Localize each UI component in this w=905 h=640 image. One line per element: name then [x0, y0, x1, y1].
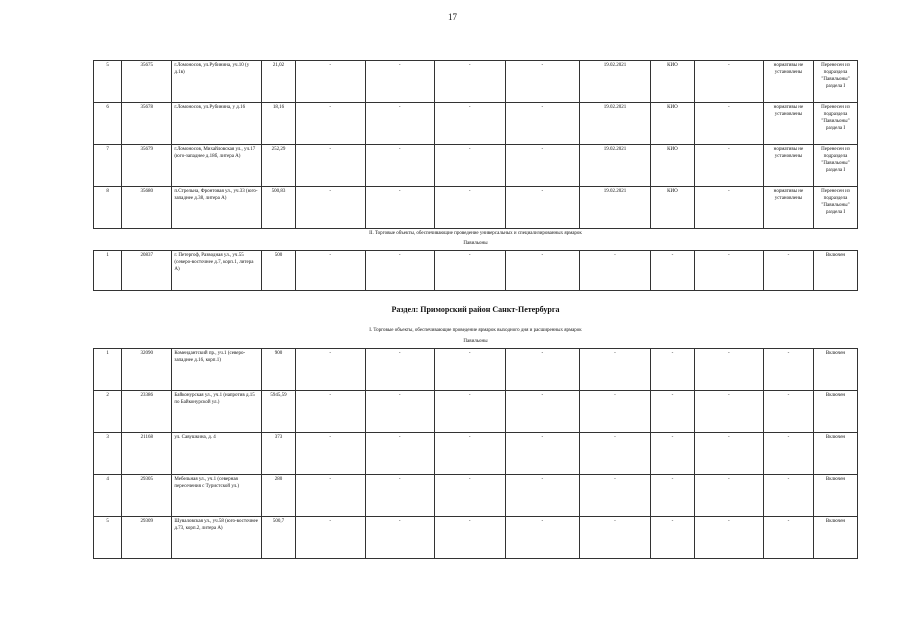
cell-cell-11: -: [694, 251, 763, 291]
cell-organization: -: [651, 251, 695, 291]
cell-row-number: 6: [94, 103, 122, 145]
cell-note: Включен: [814, 349, 858, 391]
cell-date: 19.02.2021: [579, 145, 650, 187]
cell-address: Комендантский пр., уч.1 (северо-западнее д.16, корп.1): [172, 349, 262, 391]
cell-row-number: 3: [94, 433, 122, 475]
page-number: 17: [448, 12, 457, 22]
cell-cell-5: -: [295, 391, 365, 433]
cell-cell-8: -: [505, 61, 579, 103]
cell-row-number: 8: [94, 187, 122, 229]
cell-object-id: 29305: [122, 475, 172, 517]
cell-date: 19.02.2021: [579, 61, 650, 103]
section-caption: I. Торговые объекты, обеспечивающие проведение ярмарок выходного дня и расширенных ярмарок: [369, 328, 582, 333]
cell-area: 21,02: [262, 61, 295, 103]
cell-cell-8: -: [505, 251, 579, 291]
cell-cell-6: -: [365, 145, 434, 187]
cell-cell-8: -: [505, 103, 579, 145]
cell-standards: нормативы не установлены: [763, 103, 813, 145]
allocation-table-2: [93, 250, 858, 291]
cell-standards: -: [763, 433, 813, 475]
cell-cell-6: -: [365, 517, 434, 559]
cell-standards: нормативы не установлены: [763, 187, 813, 229]
cell-area: 280: [262, 475, 295, 517]
cell-object-id: 23386: [122, 391, 172, 433]
cell-note: Перенесен из подраздела "Павильоны" раздела I: [814, 145, 858, 187]
cell-object-id: 35680: [122, 187, 172, 229]
cell-standards: нормативы не установлены: [763, 61, 813, 103]
cell-row-number: 4: [94, 475, 122, 517]
cell-organization: КИО: [651, 145, 695, 187]
cell-cell-6: -: [365, 103, 434, 145]
cell-area: 5945,59: [262, 391, 295, 433]
cell-area: 252,29: [262, 145, 295, 187]
table-row: [94, 145, 858, 187]
cell-cell-5: -: [295, 475, 365, 517]
allocation-table-1: [93, 60, 858, 229]
cell-cell-6: -: [365, 187, 434, 229]
cell-cell-6: -: [365, 349, 434, 391]
cell-row-number: 1: [94, 251, 122, 291]
cell-date: -: [579, 433, 650, 475]
cell-cell-8: -: [505, 349, 579, 391]
cell-area: 900: [262, 349, 295, 391]
cell-cell-7: -: [434, 391, 505, 433]
cell-cell-5: -: [295, 251, 365, 291]
table-row: [94, 349, 858, 391]
cell-area: 500,83: [262, 187, 295, 229]
cell-date: -: [579, 251, 650, 291]
cell-organization: -: [651, 517, 695, 559]
cell-object-id: 29309: [122, 517, 172, 559]
cell-cell-6: -: [365, 251, 434, 291]
cell-row-number: 1: [94, 349, 122, 391]
table-row: [94, 187, 858, 229]
cell-cell-5: -: [295, 187, 365, 229]
cell-address: Мебельная ул., уч.1 (северная пересечения с Туристской ул.): [172, 475, 262, 517]
cell-date: 19.02.2021: [579, 187, 650, 229]
cell-cell-7: -: [434, 145, 505, 187]
cell-cell-11: -: [694, 349, 763, 391]
cell-cell-5: -: [295, 61, 365, 103]
cell-cell-5: -: [295, 349, 365, 391]
cell-cell-7: -: [434, 251, 505, 291]
cell-cell-7: -: [434, 475, 505, 517]
cell-object-id: 35678: [122, 103, 172, 145]
cell-cell-8: -: [505, 517, 579, 559]
cell-cell-5: -: [295, 517, 365, 559]
cell-cell-6: -: [365, 61, 434, 103]
cell-cell-7: -: [434, 103, 505, 145]
allocation-table-3: [93, 348, 858, 559]
cell-cell-11: -: [694, 475, 763, 517]
cell-row-number: 5: [94, 61, 122, 103]
cell-date: -: [579, 391, 650, 433]
cell-organization: КИО: [651, 187, 695, 229]
cell-object-id: 21168: [122, 433, 172, 475]
cell-cell-11: -: [694, 145, 763, 187]
cell-cell-7: -: [434, 349, 505, 391]
cell-cell-11: -: [694, 187, 763, 229]
cell-note: Включен: [814, 475, 858, 517]
cell-area: 500: [262, 251, 295, 291]
cell-organization: КИО: [651, 103, 695, 145]
table-row: [94, 103, 858, 145]
cell-address: г.Ломоносов, Михайловская ул., уч.17 (юго-западнее д.18б, литера А): [172, 145, 262, 187]
cell-object-id: 35679: [122, 145, 172, 187]
cell-cell-7: -: [434, 517, 505, 559]
cell-row-number: 2: [94, 391, 122, 433]
cell-area: 500,7: [262, 517, 295, 559]
cell-row-number: 5: [94, 517, 122, 559]
cell-cell-11: -: [694, 61, 763, 103]
cell-address: г.Ломоносов, ул.Рубинина, уч.10 (у д.1в): [172, 61, 262, 103]
cell-cell-8: -: [505, 475, 579, 517]
cell-organization: -: [651, 391, 695, 433]
cell-area: 373: [262, 433, 295, 475]
cell-cell-11: -: [694, 433, 763, 475]
table-row: [94, 61, 858, 103]
cell-note: Включен: [814, 251, 858, 291]
cell-address: ул. Савушкина, д. 4: [172, 433, 262, 475]
cell-standards: -: [763, 517, 813, 559]
cell-cell-5: -: [295, 145, 365, 187]
table-row: [94, 251, 858, 291]
section-subcaption: Павильоны: [463, 339, 488, 344]
table-row: [94, 517, 858, 559]
cell-date: 19.02.2021: [579, 103, 650, 145]
cell-row-number: 7: [94, 145, 122, 187]
cell-object-id: 35675: [122, 61, 172, 103]
cell-address: п.Стрельна, Фронтовая ул., уч.33 (юго-западнее д.38, литера А): [172, 187, 262, 229]
section-caption: II. Торговые объекты, обеспечивающие проведение универсальных и специализированных ярмарок: [369, 231, 582, 236]
cell-cell-6: -: [365, 391, 434, 433]
cell-note: Включен: [814, 433, 858, 475]
table-row: [94, 433, 858, 475]
cell-cell-7: -: [434, 61, 505, 103]
cell-cell-11: -: [694, 103, 763, 145]
cell-note: Перенесен из подраздела "Павильоны" раздела I: [814, 187, 858, 229]
cell-cell-5: -: [295, 433, 365, 475]
cell-organization: -: [651, 349, 695, 391]
cell-cell-6: -: [365, 475, 434, 517]
cell-cell-11: -: [694, 517, 763, 559]
cell-standards: нормативы не установлены: [763, 145, 813, 187]
cell-organization: КИО: [651, 61, 695, 103]
cell-standards: -: [763, 251, 813, 291]
cell-cell-11: -: [694, 391, 763, 433]
cell-note: Включен: [814, 391, 858, 433]
cell-date: -: [579, 475, 650, 517]
cell-address: Шуваловская ул., уч.58 (юго-восточнее д.73, корп.2, литера А): [172, 517, 262, 559]
cell-note: Перенесен из подраздела "Павильоны" раздела I: [814, 103, 858, 145]
cell-cell-6: -: [365, 433, 434, 475]
cell-address: г. Петергоф, Разводная ул., уч.55 (северо-восточнее д.7, корп.1, литера А): [172, 251, 262, 291]
table-row: [94, 475, 858, 517]
district-title: Раздел: Приморский район Санкт-Петербурга: [391, 305, 560, 314]
cell-address: г.Ломоносов, ул.Рубинина, у д.16: [172, 103, 262, 145]
table-row: [94, 391, 858, 433]
cell-organization: -: [651, 475, 695, 517]
cell-object-id: 20837: [122, 251, 172, 291]
cell-cell-5: -: [295, 103, 365, 145]
cell-cell-8: -: [505, 187, 579, 229]
cell-note: Включен: [814, 517, 858, 559]
cell-organization: -: [651, 433, 695, 475]
cell-area: 18,16: [262, 103, 295, 145]
cell-note: Перенесен из подраздела "Павильоны" раздела I: [814, 61, 858, 103]
cell-cell-7: -: [434, 187, 505, 229]
cell-standards: -: [763, 391, 813, 433]
cell-cell-7: -: [434, 433, 505, 475]
cell-object-id: 32090: [122, 349, 172, 391]
cell-date: -: [579, 349, 650, 391]
cell-cell-8: -: [505, 433, 579, 475]
cell-address: Байконурская ул., уч.1 (напротив д.15 по Байконурской ул.): [172, 391, 262, 433]
section-subcaption: Павильоны: [463, 241, 488, 246]
cell-cell-8: -: [505, 145, 579, 187]
cell-standards: -: [763, 475, 813, 517]
cell-standards: -: [763, 349, 813, 391]
cell-date: -: [579, 517, 650, 559]
cell-cell-8: -: [505, 391, 579, 433]
